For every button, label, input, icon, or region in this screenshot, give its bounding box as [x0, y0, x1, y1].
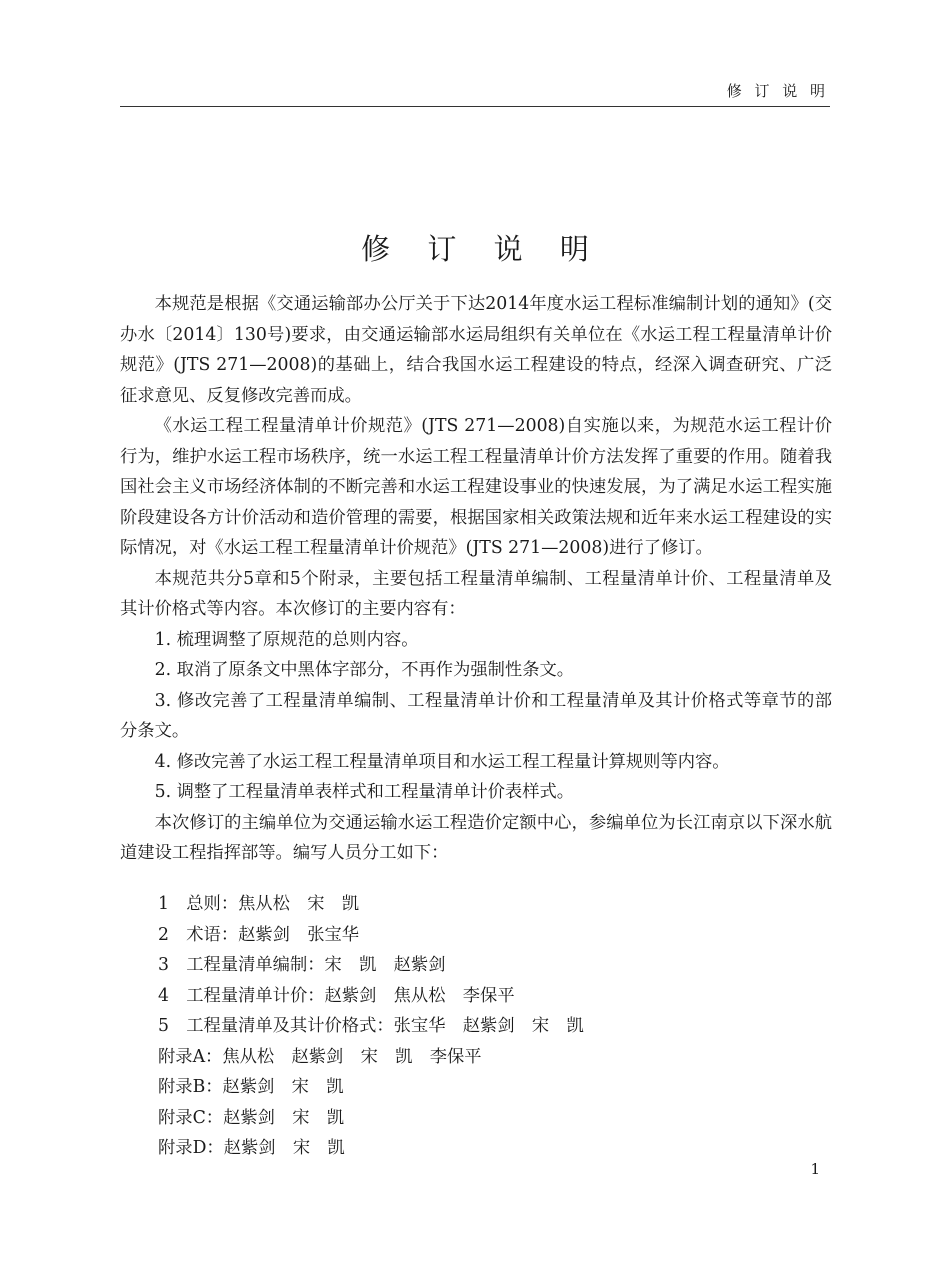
running-header: 修 订 说 明: [726, 82, 829, 100]
staff-row: 1 总则：焦从松 宋 凯: [158, 894, 360, 914]
paragraph: 《水运工程工程量清单计价规范》(JTS 271—2008)自实施以来，为规范水运工程计价行为，维护水运工程市场秩序，统一水运工程工程量清单计价方法发挥了重要的作用。随着我国社会主义市场经济体制的不断完善和水运工程建设事业的快速发展，为了满足水运工程实施阶段建设各方计价活动和造价管理的需要，根据国家相关政策法规和近年来水运工程建设的实际情况，对《水运工程工程量清单计价规范》(JTS 271—2008)进行了修订。: [120, 416, 832, 558]
header-rule: [120, 106, 830, 107]
paragraph: 本规范是根据《交通运输部办公厅关于下达2014年度水运工程标准编制计划的通知》(交办水〔2014〕130号)要求，由交通运输部水运局组织有关单位在《水运工程工程量清单计价规范》(JTS 271—2008)的基础上，结合我国水运工程建设的特点，经深入调查研究、广泛征求意见、反复修改完善而成。: [120, 294, 832, 406]
staff-row: 4 工程量清单计价：赵紫剑 焦从松 李保平: [158, 985, 515, 1006]
paragraph: 本规范共分5章和5个附录，主要包括工程量清单编制、工程量清单计价、工程量清单及其计价格式等内容。本次修订的主要内容有：: [120, 568, 832, 619]
staff-row: 5 工程量清单及其计价格式：张宝华 赵紫剑 宋 凯: [158, 1016, 584, 1036]
staff-list: [158, 889, 584, 1164]
list-item: 3. 修改完善了工程量清单编制、工程量清单计价和工程量清单及其计价格式等章节的部分条文。: [120, 690, 832, 741]
staff-row: 附录C：赵紫剑 宋 凯: [158, 1107, 345, 1128]
body-text: [120, 289, 832, 869]
staff-row: 2 术语：赵紫剑 张宝华: [158, 924, 360, 945]
page-title: 修 订 说 明: [361, 232, 603, 266]
paragraph: 本次修订的主编单位为交通运输水运工程造价定额中心，参编单位为长江南京以下深水航道建设工程指挥部等。编写人员分工如下：: [120, 812, 832, 863]
list-item: 1. 梳理调整了原规范的总则内容。: [154, 629, 419, 650]
staff-row: 附录A：焦从松 赵紫剑 宋 凯 李保平: [158, 1046, 482, 1067]
staff-row: 3 工程量清单编制：宋 凯 赵紫剑: [158, 955, 446, 975]
list-item: 4. 修改完善了水运工程工程量清单项目和水运工程工程量计算规则等内容。: [154, 751, 730, 772]
page-number: 1: [810, 1160, 820, 1178]
staff-row: 附录D：赵紫剑 宋 凯: [158, 1138, 345, 1158]
list-item: 2. 取消了原条文中黑体字部分，不再作为强制性条文。: [154, 660, 575, 680]
staff-row: 附录B：赵紫剑 宋 凯: [158, 1077, 344, 1097]
list-item: 5. 调整了工程量清单表样式和工程量清单计价表样式。: [154, 782, 575, 802]
